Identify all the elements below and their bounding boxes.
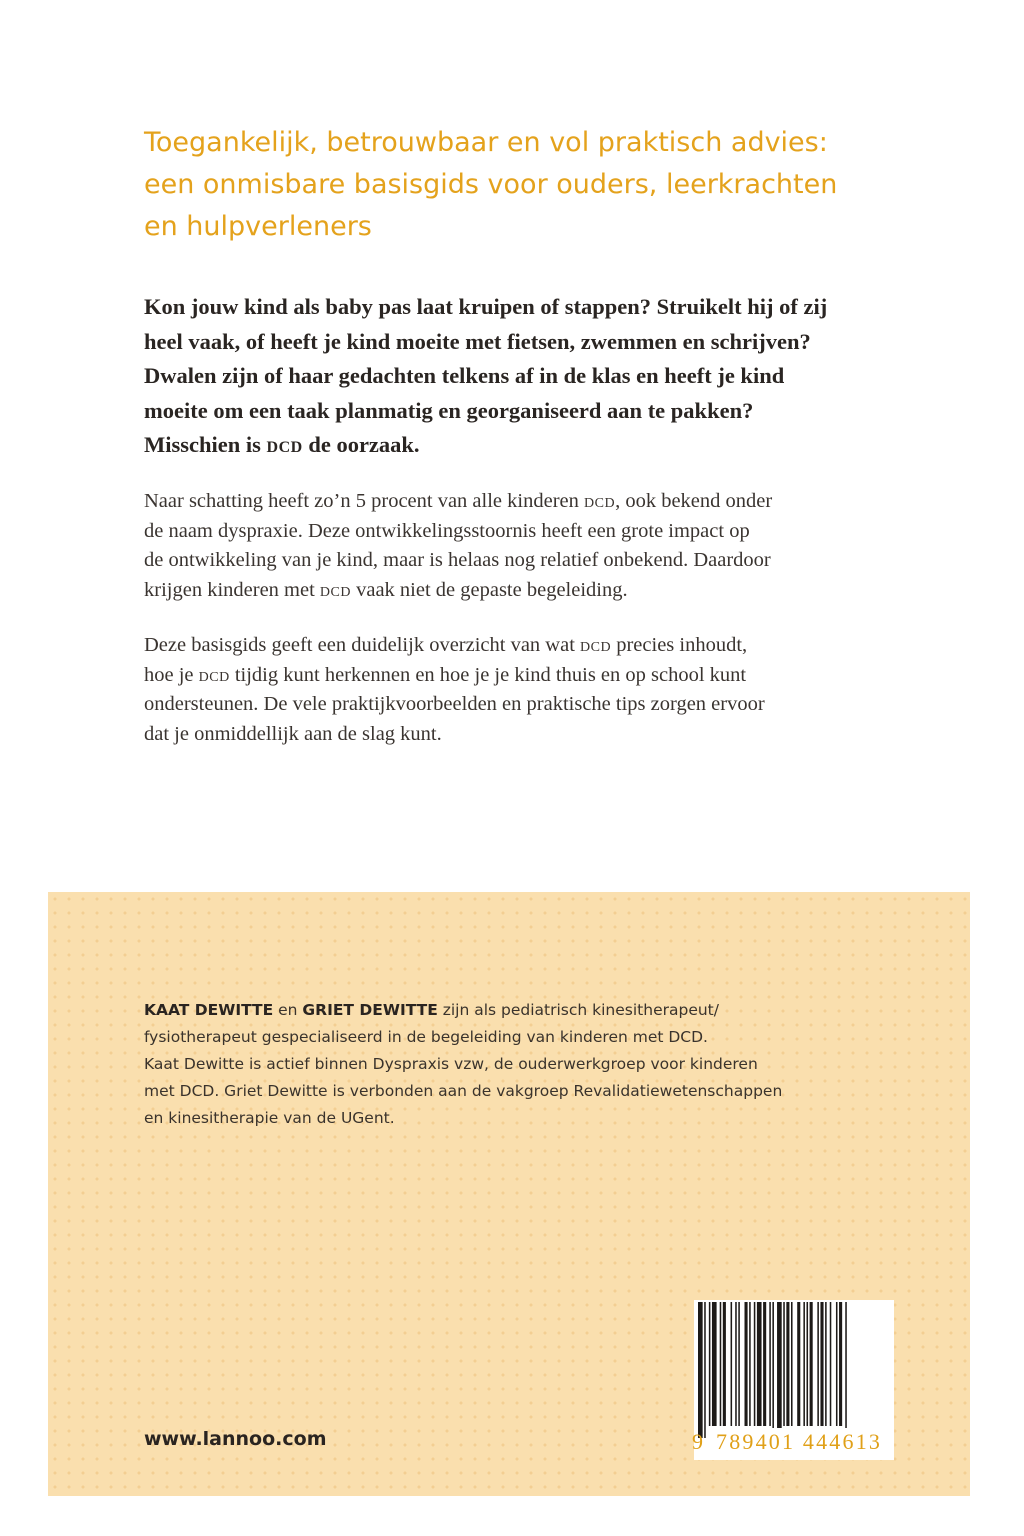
p2-line-1-pre: Deze basisgids geeft een duidelijk overzicht van wat [144,634,581,656]
author-1-name: KAAT DEWITTE [144,1001,274,1019]
intro-line-3: Dwalen zijn of haar gedachten telkens af in de klas en heeft je kind [144,363,785,388]
barcode-bar [786,1302,789,1426]
barcode-bar [791,1302,793,1426]
intro-line-1: Kon jouw kind als baby pas laat kruipen of stappen? Struikelt hij of zij [144,294,828,319]
barcode-bar [839,1302,842,1426]
intro-line-5-pre: Misschien is [144,432,267,457]
isbn-number [694,1428,894,1456]
isbn-digits: 789401 444613 [716,1429,883,1454]
barcode-bar [836,1302,838,1426]
barcode-bar [709,1302,711,1426]
p2-line-3: ondersteunen. De vele praktijkvoorbeelden en praktische tips zorgen ervoor [144,693,765,715]
bio-line-2: fysiotherapeut gespecialiseerd in de begeleiding van kinderen met DCD. [144,1028,708,1046]
isbn-barcode [694,1300,894,1460]
bio-line-4: met DCD. Griet Dewitte is verbonden aan de vakgroep Revalidatiewetenschappen [144,1082,783,1100]
p2-line-1-post: precies inhoudt, [611,634,748,656]
tagline-line-1: Toegankelijk, betrouwbaar en vol praktisch advies: [144,127,828,158]
barcode-bar [807,1302,809,1426]
body-paragraph-1 [144,487,904,605]
barcode-bar [749,1302,751,1426]
barcode-bar [769,1302,771,1426]
bio-line-1 [144,997,944,1024]
barcode-bar [772,1302,774,1438]
author-2-name: GRIET DEWITTE [302,1001,438,1019]
p1-line-4-abbr-dcd: dcd [319,578,351,601]
intro-line-4: moeite om een taak planmatig en georganiseerd aan te pakken? [144,397,754,423]
barcode-bar [712,1302,717,1426]
author-panel [48,892,970,1496]
barcode-bar [803,1302,805,1426]
barcode-bar [738,1302,740,1426]
barcode-bar [783,1302,785,1426]
bio-line-3: Kaat Dewitte is actief binnen Dyspraxis vzw, de ouderwerkgroep voor kinderen [144,1055,758,1073]
barcode-bar [797,1302,800,1426]
barcode-bar [745,1302,748,1426]
p1-line-1-post: , ook bekend onder [615,490,773,512]
p1-line-3: de ontwikkeling van je kind, maar is helaas nog relatief onbekend. Daardoor [144,549,771,571]
isbn-lead-digit: 9 [692,1429,703,1454]
publisher-website[interactable]: www.lannoo.com [144,1428,327,1450]
p1-line-1-pre: Naar schatting heeft zo’n 5 procent van alle kinderen [144,490,584,512]
barcode-bar [777,1302,782,1438]
barcode-bar [698,1302,703,1438]
barcode-bar [810,1302,813,1426]
barcode-bar [825,1302,827,1426]
tagline-line-2: een onmisbare basisgids voor ouders, leerkrachten [144,169,838,200]
body-paragraph-2 [144,631,904,749]
p2-line-1 [144,631,904,661]
p2-line-2-pre: hoe je [144,663,199,686]
p1-abbr-dcd: dcd [584,490,616,512]
p1-line-1 [144,487,904,517]
barcode-bar [735,1302,737,1426]
barcode-bar [830,1302,832,1426]
p1-line-2: de naam dyspraxie. Deze ontwikkelingsstoornis heeft een grote impact op [144,519,750,542]
p2-line-2-abbr-dcd: dcd [198,663,230,686]
p2-line-2-post: tijdig kunt herkennen en hoe je je kind thuis en op school kunt [229,663,747,686]
intro-line-5-post: de oorzaak. [302,432,420,457]
p2-abbr-dcd: dcd [580,634,612,656]
barcode-bar [845,1302,847,1438]
p1-line-4-post: vaak niet de gepaste begeleiding. [350,578,628,601]
barcode-bar [754,1302,756,1426]
author-bio [144,997,944,1132]
barcode-bar [763,1302,766,1426]
barcode-bar [731,1302,733,1426]
tagline [144,122,924,248]
tagline-line-3: en hulpverleners [144,211,372,242]
intro-abbr-dcd: dcd [266,432,303,457]
p2-line-2 [144,661,904,691]
bio-and: en [273,1001,303,1019]
intro-line-5 [144,428,904,463]
barcode-bar [817,1302,819,1426]
barcode-bars [694,1300,894,1440]
barcode-bar [820,1302,823,1426]
intro-line-2: heel vaak, of heeft je kind moeite met fietsen, zwemmen en schrijven? [144,328,811,354]
intro-paragraph [144,290,904,463]
barcode-bar [704,1302,706,1438]
barcode-bar [720,1302,722,1426]
p1-line-4-pre: krijgen kinderen met [144,578,320,601]
barcode-bar [723,1302,726,1426]
bio-line-5: en kinesitherapie van de UGent. [144,1109,395,1127]
barcode-bar [757,1302,762,1426]
p1-line-4 [144,576,904,606]
p2-line-4: dat je onmiddellijk aan de slag kunt. [144,722,442,745]
bio-line-1-rest: zijn als pediatrisch kinesitherapeut/ [437,1001,719,1019]
